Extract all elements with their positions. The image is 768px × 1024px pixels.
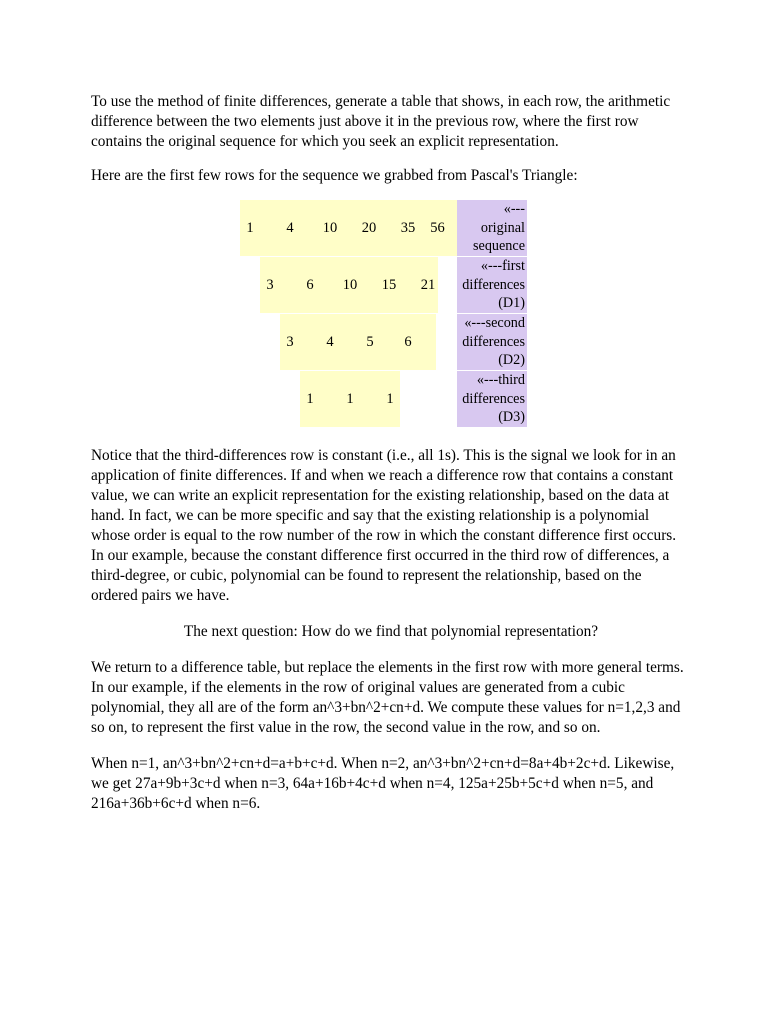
lead-paragraph: Here are the first few rows for the sequence we grabbed from Pascal's Triangle:	[91, 167, 578, 184]
table-cell: 3	[280, 314, 300, 370]
table-cell: 4	[260, 200, 320, 256]
return-paragraph: We return to a difference table, but replace the elements in the first row with more general terms. In our example, if the elements in the row of original values are generated from a cubic polynomial, they all are of the form an^3+bn^2+cn+d. We compute these values for n=1,2,3 and so on, to represent the first value in the row, the second value in the row, and so on.	[91, 659, 684, 736]
intro-paragraph: To use the method of finite differences, generate a table that shows, in each row, the arithmetic difference between the two elements just above it in the previous row, where the first row contains the original sequence for which you seek an explicit representation.	[91, 93, 671, 150]
table-cell: 1	[240, 200, 260, 256]
table-cell: 1	[380, 371, 400, 427]
table-cell: 10	[320, 200, 340, 256]
table-cell: 10	[340, 257, 360, 313]
table-cell: 56	[418, 200, 457, 256]
table-cell: 21	[418, 257, 438, 313]
notice-paragraph: Notice that the third-differences row is constant (i.e., all 1s). This is the signal we look for in an application of finite differences. If and when we reach a difference row that contains a constant value, we can write an explicit representation for the existing relationship, based on the data at hand. In fact, we can be more specific and say that the existing relationship is a polynomial whose order is equal to the row number of the row in which the constant difference first occurs. In our example, because the constant difference first occurred in the third row of differences, a third-degree, or cubic, polynomial can be found to represent the relationship, based on the ordered pairs we have.	[91, 447, 677, 604]
row-label-original: «--- original sequence	[457, 200, 527, 256]
table-cell: 20	[340, 200, 398, 256]
table-cell: 3	[260, 257, 280, 313]
question-paragraph: The next question: How do we find that polynomial representation?	[183, 623, 599, 640]
table-cell: 6	[380, 314, 436, 370]
difference-table	[0, 200, 768, 428]
table-cell: 6	[280, 257, 340, 313]
table-cell: 35	[398, 200, 418, 256]
table-cell: 1	[300, 371, 320, 427]
document-page	[91, 92, 691, 814]
when-paragraph: When n=1, an^3+bn^2+cn+d=a+b+c+d. When n=2, an^3+bn^2+cn+d=8a+4b+2c+d. Likewise, we get 27a+9b+3c+d when n=3, 64a+16b+4c+d when n=4, 125a+25b+5c+d when n=5, and 216a+36b+6c+d when n=6.	[91, 755, 675, 812]
row-label-second-differences: «---second differences (D2)	[457, 314, 527, 370]
table-cell: 5	[360, 314, 380, 370]
table-cell: 1	[320, 371, 380, 427]
row-label-first-differences: «---first differences (D1)	[457, 257, 527, 313]
table-cell: 4	[300, 314, 360, 370]
table-cell: 15	[360, 257, 418, 313]
row-label-third-differences: «---third differences (D3)	[457, 371, 527, 427]
